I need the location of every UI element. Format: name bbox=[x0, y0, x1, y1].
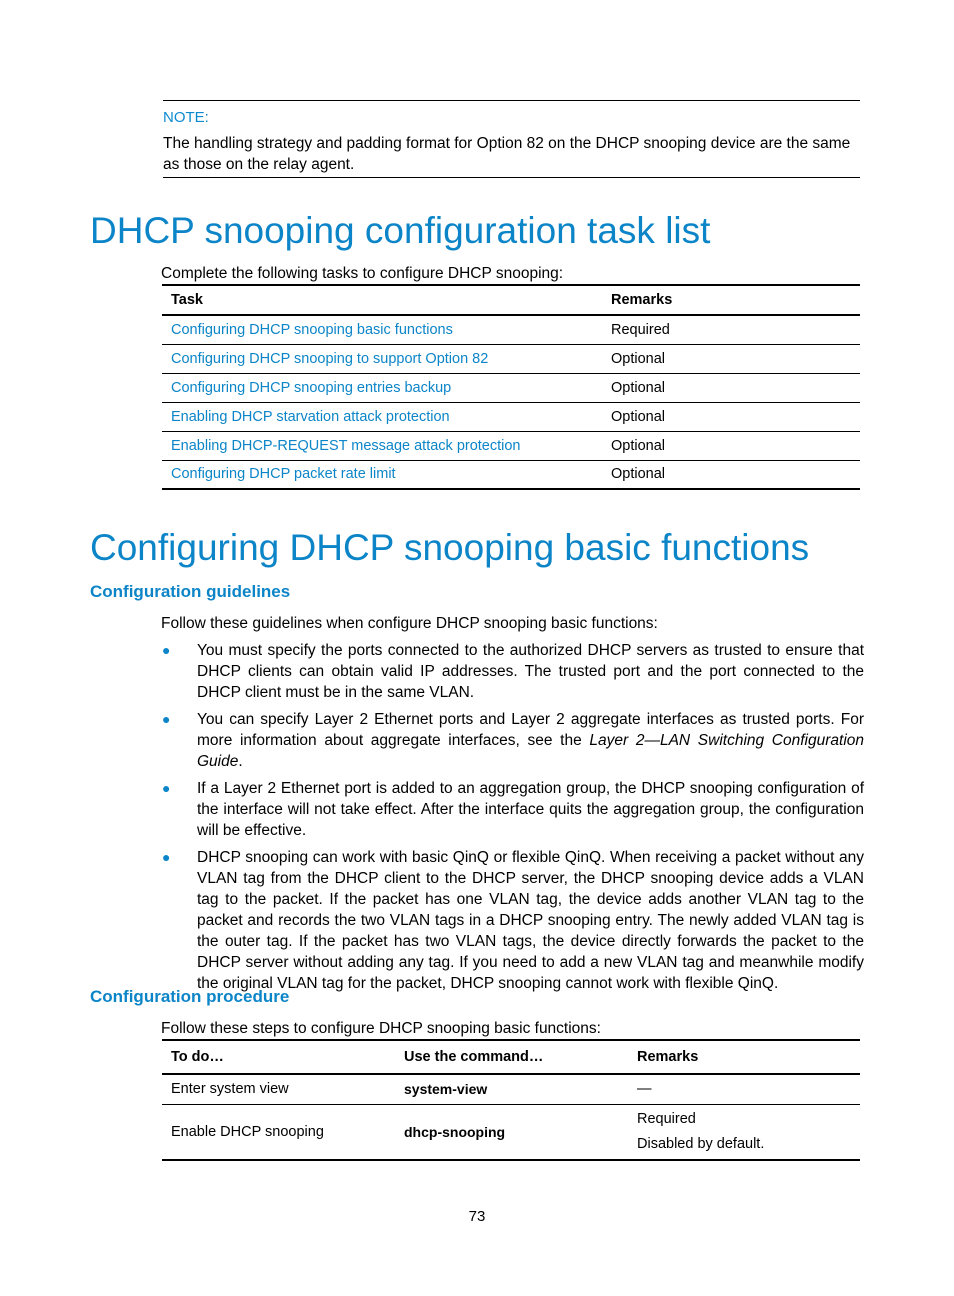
note-text: The handling strategy and padding format for Option 82 on the DHCP snooping device are the same as those on the relay agent. bbox=[163, 135, 851, 173]
table-row bbox=[162, 315, 860, 344]
proc-remarks-header: Remarks bbox=[628, 1040, 860, 1074]
guide-reference: Layer 2—LAN Switching Configuration Guide bbox=[197, 732, 865, 770]
task-remarks: Required bbox=[602, 315, 860, 344]
task-header: Task bbox=[162, 285, 602, 315]
guideline-text: You must specify the ports connected to the authorized DHCP servers as trusted to ensure that DHCP clients can obtain valid IP addresses. The trusted port and the port connected to the DHCP client must be in the same VLAN. bbox=[197, 642, 864, 701]
todo-header: To do… bbox=[162, 1040, 395, 1074]
note-box bbox=[163, 100, 860, 178]
todo-cell: Enable DHCP snooping bbox=[162, 1104, 395, 1160]
task-remarks: Optional bbox=[602, 460, 860, 489]
task-link-packet-rate-limit[interactable]: Configuring DHCP packet rate limit bbox=[162, 460, 602, 489]
guidelines-list bbox=[161, 640, 864, 1000]
todo-cell: Enter system view bbox=[162, 1074, 395, 1104]
page-number: 73 bbox=[468, 1208, 486, 1225]
proc-remarks-cell bbox=[628, 1104, 860, 1160]
bullet-icon: ● bbox=[162, 642, 171, 658]
remarks-line-default: Disabled by default. bbox=[637, 1135, 765, 1152]
table-row bbox=[162, 1074, 860, 1104]
procedure-table bbox=[162, 1039, 860, 1161]
guidelines-intro: Follow these guidelines when configure DHCP snooping basic functions: bbox=[161, 615, 658, 632]
command-cell: system-view bbox=[395, 1074, 628, 1104]
bullet-icon: ● bbox=[162, 780, 171, 796]
bullet-icon: ● bbox=[162, 849, 171, 865]
task-table bbox=[162, 284, 860, 490]
task-remarks: Optional bbox=[602, 344, 860, 373]
guideline-text-end: . bbox=[238, 753, 243, 770]
table-row bbox=[162, 431, 860, 460]
task-remarks: Optional bbox=[602, 402, 860, 431]
table-row bbox=[162, 373, 860, 402]
command-header: Use the command… bbox=[395, 1040, 628, 1074]
section-title-basic-functions: Configuring DHCP snooping basic functions bbox=[90, 527, 810, 568]
command-cell: dhcp-snooping bbox=[395, 1104, 628, 1160]
guideline-text: If a Layer 2 Ethernet port is added to an aggregation group, the DHCP snooping configuration of the interface will not take effect. After the interface quits the aggregation group, the configuration will be effective. bbox=[197, 780, 864, 839]
guidelines-heading: Configuration guidelines bbox=[90, 582, 291, 601]
table-row bbox=[162, 1104, 860, 1160]
table-row bbox=[162, 402, 860, 431]
remarks-header: Remarks bbox=[602, 285, 860, 315]
list-item bbox=[161, 778, 864, 841]
list-item bbox=[161, 640, 864, 703]
task-list-intro: Complete the following tasks to configure DHCP snooping: bbox=[161, 265, 564, 282]
section-title-task-list: DHCP snooping configuration task list bbox=[90, 210, 711, 251]
note-label: NOTE: bbox=[163, 109, 209, 126]
remarks-line-required: Required bbox=[637, 1110, 696, 1127]
list-item bbox=[161, 847, 864, 994]
guideline-text: DHCP snooping can work with basic QinQ or flexible QinQ. When receiving a packet without any VLAN tag from the DHCP client to the DHCP server, the DHCP snooping device adds a VLAN tag to the packet. If the packet has one VLAN tag, the device adds another VLAN tag to the packet and records the two VLAN tags in a DHCP snooping entry. The newly added VLAN tag is the outer tag. If the packet has two VLAN tags, the device directly forwards the packet to the DHCP server without adding any tag. If you need to add a new VLAN tag and meanwhile modify the original VLAN tag for the packet, DHCP snooping cannot work with flexible QinQ. bbox=[197, 849, 864, 992]
bullet-icon: ● bbox=[162, 711, 171, 727]
task-link-request-attack-protection[interactable]: Enabling DHCP-REQUEST message attack protection bbox=[162, 431, 602, 460]
task-link-starvation-protection[interactable]: Enabling DHCP starvation attack protection bbox=[162, 402, 602, 431]
table-row bbox=[162, 460, 860, 489]
task-remarks: Optional bbox=[602, 373, 860, 402]
task-link-entries-backup[interactable]: Configuring DHCP snooping entries backup bbox=[162, 373, 602, 402]
proc-remarks-cell: — bbox=[628, 1074, 860, 1104]
table-row bbox=[162, 344, 860, 373]
procedure-intro: Follow these steps to configure DHCP snooping basic functions: bbox=[161, 1020, 601, 1037]
task-remarks: Optional bbox=[602, 431, 860, 460]
procedure-heading: Configuration procedure bbox=[90, 987, 290, 1006]
task-link-basic-functions[interactable]: Configuring DHCP snooping basic functions bbox=[162, 315, 602, 344]
guideline-text: You can specify Layer 2 Ethernet ports and Layer 2 aggregate interfaces as trusted ports. For more information about aggregate interfaces, see the bbox=[197, 711, 864, 749]
task-link-option-82[interactable]: Configuring DHCP snooping to support Option 82 bbox=[162, 344, 602, 373]
list-item bbox=[161, 709, 864, 772]
